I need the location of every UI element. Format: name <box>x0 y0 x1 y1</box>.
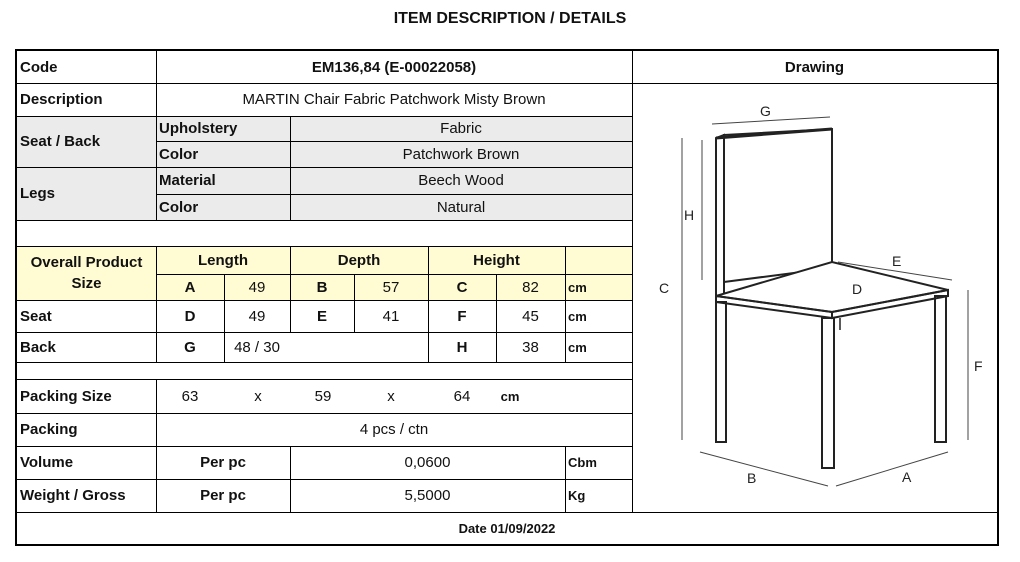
seat-unit: cm <box>568 308 587 324</box>
overall-unit: cm <box>568 279 587 295</box>
seat-label: Seat <box>20 307 52 325</box>
back-unit: cm <box>568 339 587 355</box>
legs-label: Legs <box>20 185 56 202</box>
chair-back-side <box>716 135 724 296</box>
seat-back-label: Seat / Back <box>20 133 101 150</box>
dim-f-value: 45 <box>522 307 539 325</box>
chair-leg-back-right <box>935 296 946 442</box>
label-c: C <box>659 280 670 296</box>
grid-line <box>156 274 632 275</box>
seat-color-value: Patchwork Brown <box>402 145 520 163</box>
dim-b-value: 57 <box>382 278 400 296</box>
grid-line <box>17 116 632 117</box>
length-header: Length <box>198 251 248 269</box>
date-footer: Date 01/09/2022 <box>458 520 556 536</box>
upholstery-label: Upholstery <box>159 120 238 137</box>
chair-drawing <box>633 84 997 512</box>
grid-line <box>290 246 291 332</box>
height-header: Height <box>473 251 520 269</box>
drawing-header: Drawing <box>784 58 845 76</box>
volume-unit: Cbm <box>568 455 597 470</box>
dim-b-letter: B <box>316 278 328 296</box>
depth-header: Depth <box>337 251 381 269</box>
packing-x2: x <box>387 387 395 405</box>
label-b: B <box>747 470 757 486</box>
overall-size-label: Overall Product Size <box>30 254 143 292</box>
grid-line <box>17 413 632 414</box>
material-value: Beech Wood <box>418 172 504 189</box>
weight-unit: Kg <box>568 488 586 503</box>
grid-line <box>496 274 497 362</box>
grid-line <box>156 379 157 512</box>
dim-c-letter: C <box>456 278 468 296</box>
grid-line <box>17 362 632 363</box>
grid-line <box>17 379 632 380</box>
weight-per: Per pc <box>200 487 246 504</box>
packing-size-unit: cm <box>500 388 520 404</box>
chair-back-front <box>724 129 832 282</box>
grid-line <box>17 479 632 480</box>
chair-leg-front-left <box>716 302 726 442</box>
back-label: Back <box>20 338 56 356</box>
grid-line <box>156 194 632 195</box>
dim-a-value: 49 <box>248 278 266 296</box>
code-value: EM136,84 (E-00022058) <box>311 58 477 76</box>
dim-g-letter: G <box>184 338 196 356</box>
grid-line <box>156 51 157 220</box>
dim-a-letter: A <box>184 278 196 296</box>
dim-d-value: 49 <box>248 307 266 325</box>
packing-height: 64 <box>453 387 471 405</box>
grid-line <box>17 246 632 247</box>
description-label: Description <box>20 91 103 108</box>
grid-line <box>156 246 157 362</box>
dim-e-letter: E <box>316 307 327 325</box>
page-title: ITEM DESCRIPTION / DETAILS <box>393 10 627 27</box>
grid-line <box>17 332 632 333</box>
legs-color-label: Color <box>159 198 199 216</box>
grid-line <box>17 167 632 168</box>
packing-length: 63 <box>181 387 199 405</box>
volume-label: Volume <box>20 454 74 471</box>
packing-label: Packing <box>20 421 78 438</box>
chair-leg-front-right <box>822 318 834 468</box>
label-a: A <box>902 469 912 485</box>
grid-line <box>17 446 632 447</box>
label-g: G <box>760 103 771 119</box>
packing-value: 4 pcs / ctn <box>359 421 429 438</box>
dim-h-letter: H <box>456 338 468 356</box>
upholstery-value: Fabric <box>440 120 482 137</box>
label-h: H <box>684 207 695 223</box>
grid-line <box>17 300 632 301</box>
grid-line <box>156 141 632 142</box>
packing-size-label: Packing Size <box>20 387 112 405</box>
volume-per: Per pc <box>200 454 246 471</box>
dim-c-value: 82 <box>522 278 539 296</box>
packing-x1: x <box>254 387 262 405</box>
dim-g-value: 48 / 30 <box>234 338 280 356</box>
seat-color-label: Color <box>159 145 199 163</box>
grid-line <box>224 274 225 362</box>
dim-f-letter: F <box>457 307 467 325</box>
description-value: MARTIN Chair Fabric Patchwork Misty Brown <box>242 91 546 108</box>
weight-value: 5,5000 <box>404 487 451 504</box>
legs-color-value: Natural <box>436 198 486 216</box>
grid-line <box>17 512 997 513</box>
weight-label: Weight / Gross <box>20 487 126 504</box>
grid-line <box>565 446 566 512</box>
material-label: Material <box>159 172 216 189</box>
dim-e-value: 41 <box>382 307 400 325</box>
volume-value: 0,0600 <box>404 454 451 471</box>
dim-d-letter: D <box>184 307 196 325</box>
grid-line <box>565 246 566 362</box>
packing-width: 59 <box>314 387 332 405</box>
grid-line <box>17 220 632 221</box>
grid-line <box>290 446 291 512</box>
label-d: D <box>852 281 863 297</box>
label-e: E <box>892 253 902 269</box>
grid-line <box>354 274 355 332</box>
grid-line <box>290 116 291 220</box>
grid-line <box>428 246 429 362</box>
code-label: Code <box>20 58 58 76</box>
label-f: F <box>974 358 983 374</box>
dim-h-value: 38 <box>522 338 539 356</box>
